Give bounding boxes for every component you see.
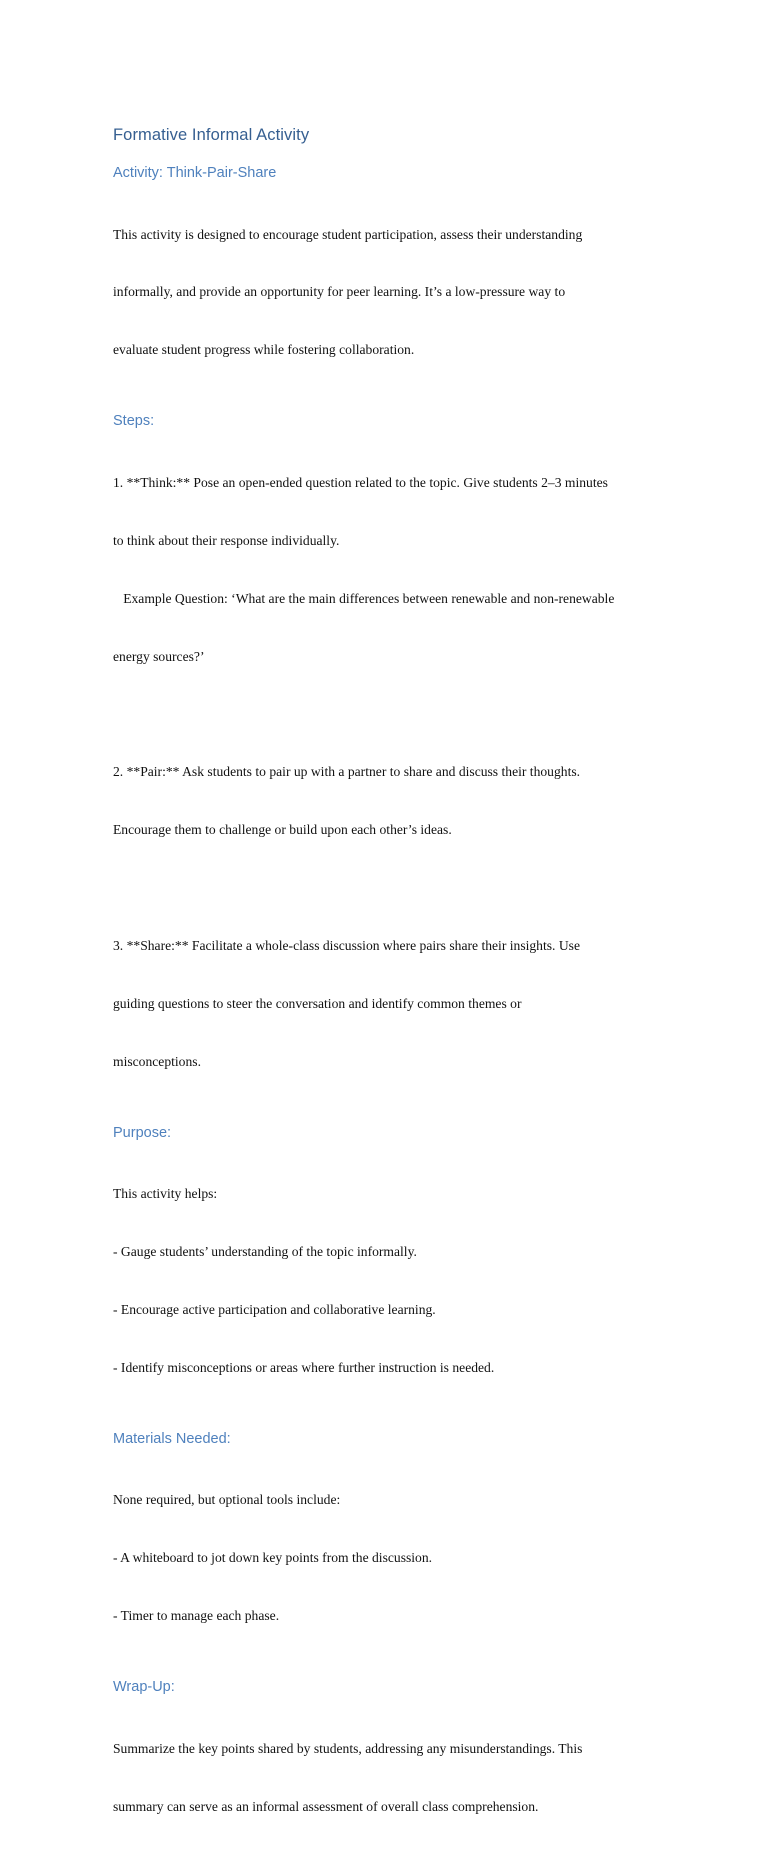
purpose-body [113,1146,658,1416]
step-2 [113,724,658,878]
step-1-line: 1. **Think:** Pose an open-ended question related to the topic. Give students 2–3 minutes [113,474,608,490]
materials-heading: Materials Needed: [113,1430,231,1447]
step-2-line: 2. **Pair:** Ask students to pair up with a partner to share and discuss their thoughts. [113,764,581,780]
step-3-line: 3. **Share:** Facilitate a whole-class discussion where pairs share their insights. Use [113,937,580,953]
purpose-line: - Identify misconceptions or areas where further instruction is needed. [113,1359,495,1375]
activity-description-line: evaluate student progress while fostering collaboration. [113,342,415,358]
wrapup-heading: Wrap-Up: [113,1679,175,1696]
step-1 [113,434,658,704]
step-2-line: Encourage them to challenge or build upon each other’s ideas. [113,822,452,838]
steps-heading: Steps: [113,413,155,430]
wrapup-body [113,1700,658,1854]
blank-line [113,704,658,723]
document-content [113,122,658,1866]
wrapup-section [113,1676,658,1854]
wrapup-line: Summarize the key points shared by students, addressing any misunderstandings. This [113,1740,583,1756]
materials-section [113,1428,658,1664]
materials-line: - Timer to manage each phase. [113,1608,280,1624]
document-title: Formative Informal Activity [113,126,310,144]
materials-line: None required, but optional tools include: [113,1492,341,1508]
step-3-line: misconceptions. [113,1053,201,1069]
wrapup-line: summary can serve as an informal assessment of overall class comprehension. [113,1798,539,1814]
purpose-line: - Gauge students’ understanding of the topic informally. [113,1244,417,1260]
purpose-heading: Purpose: [113,1124,172,1141]
step-3 [113,897,658,1109]
materials-line: - A whiteboard to jot down key points from the discussion. [113,1550,433,1566]
materials-body [113,1452,658,1664]
purpose-line: This activity helps: [113,1186,218,1202]
steps-section [113,410,658,1109]
activity-heading: Activity: Think-Pair-Share [113,165,277,181]
purpose-line: - Encourage active participation and collaborative learning. [113,1302,436,1318]
activity-description-line: This activity is designed to encourage student participation, assess their understanding [113,226,583,242]
example-question-line: Example Question: ‘What are the main differences between renewable and non-renewable [113,590,615,606]
activity-description-line: informally, and provide an opportunity for peer learning. It’s a low-pressure way to [113,284,566,300]
step-1-line: to think about their response individually. [113,532,340,548]
activity-description [113,186,658,398]
activity-section [113,162,658,398]
purpose-section [113,1122,658,1416]
example-question-line: energy sources?’ [113,648,205,664]
blank-line [113,878,658,897]
step-3-line: guiding questions to steer the conversation and identify common themes or [113,995,522,1011]
